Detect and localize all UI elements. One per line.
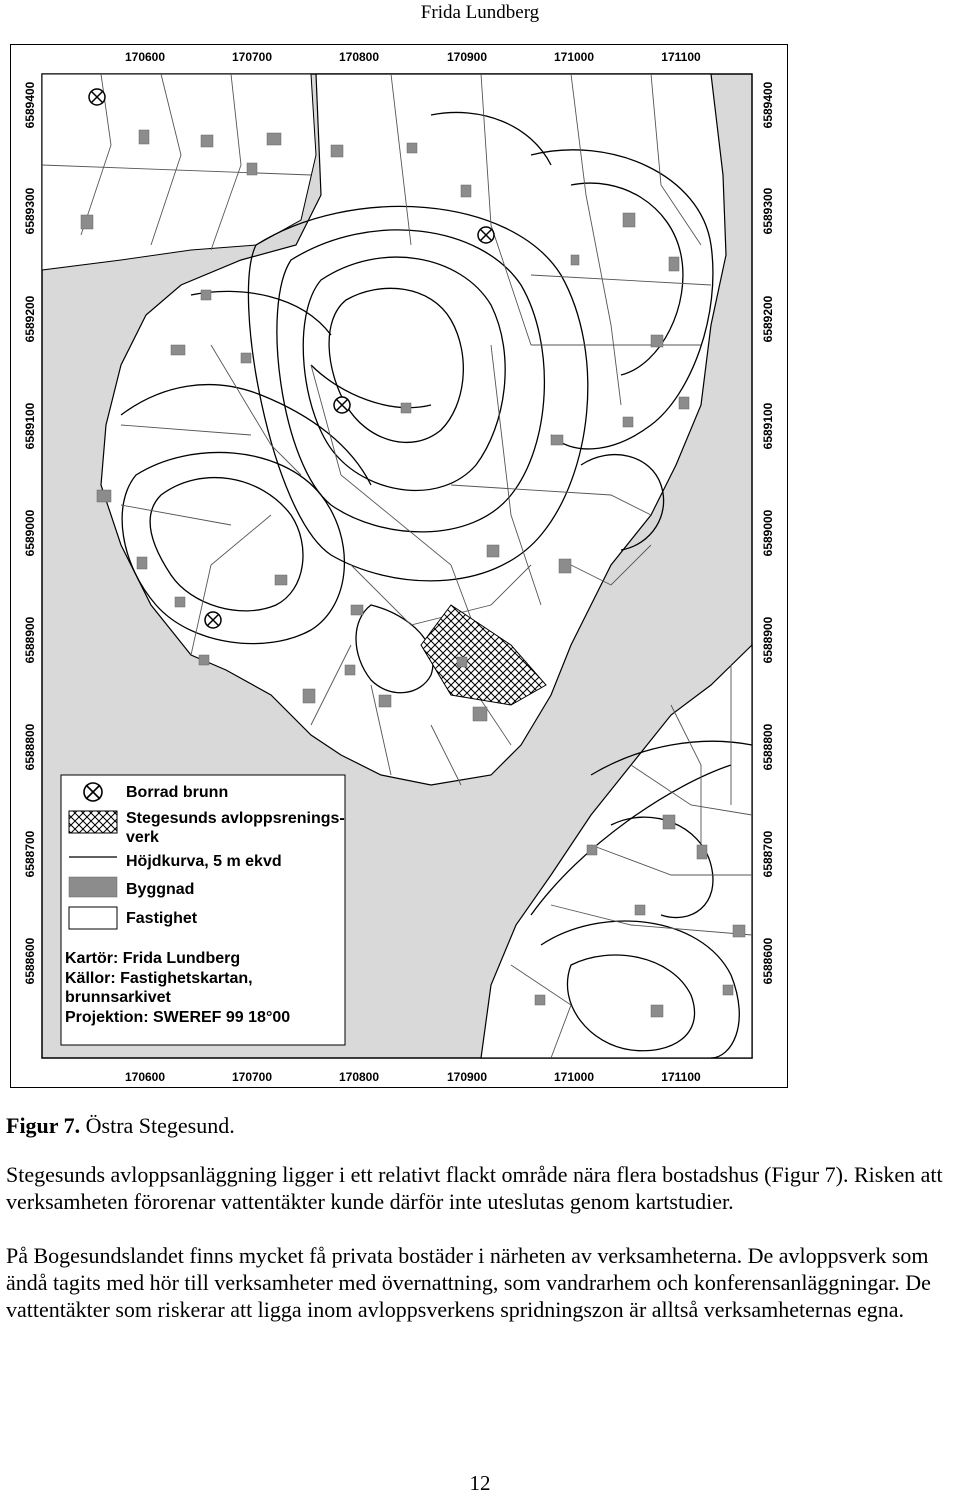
caption-label: Figur 7.: [6, 1113, 81, 1138]
building: [351, 605, 363, 615]
building: [623, 417, 633, 427]
building: [651, 1005, 663, 1017]
well-icon: [478, 227, 494, 243]
x-tick: 170600: [124, 50, 166, 64]
x-axis-bottom: [125, 1070, 701, 1084]
building: [551, 435, 563, 445]
y-tick: 6588700: [23, 830, 37, 878]
building: [587, 845, 597, 855]
building: [571, 255, 579, 265]
y-tick: 6589400: [23, 81, 37, 129]
property-symbol-icon: [69, 907, 117, 929]
building: [669, 257, 679, 271]
building: [559, 559, 571, 573]
building: [407, 143, 417, 153]
building: [679, 397, 689, 409]
building: [201, 135, 213, 147]
building-symbol-icon: [69, 877, 117, 897]
y-axis-right: [761, 81, 775, 984]
well-icon: [89, 89, 105, 105]
building: [457, 657, 467, 667]
y-tick: 6589200: [761, 295, 775, 343]
building: [535, 995, 545, 1005]
building: [733, 925, 745, 937]
x-axis-top: [125, 50, 701, 64]
map-figure: [10, 44, 788, 1088]
x-tick: 171100: [661, 1070, 701, 1084]
y-tick: 6588800: [23, 723, 37, 771]
building: [97, 490, 111, 502]
building: [303, 689, 315, 703]
legend-label: Höjdkurva, 5 m ekvd: [126, 853, 282, 870]
y-tick: 6588900: [761, 616, 775, 664]
y-tick: 6589000: [761, 509, 775, 557]
building: [345, 665, 355, 675]
x-tick: 170900: [446, 1070, 488, 1084]
well-icon: [205, 612, 221, 628]
x-tick: 171000: [553, 1070, 595, 1084]
building: [723, 985, 733, 995]
building: [175, 597, 185, 607]
legend-label: verk: [126, 829, 159, 846]
map-legend: [61, 775, 345, 1045]
y-tick: 6588700: [761, 830, 775, 878]
page-number: 12: [469, 1471, 491, 1495]
x-tick: 170600: [124, 1070, 166, 1084]
building: [697, 845, 707, 859]
y-tick: 6589100: [23, 402, 37, 450]
well-icon: [334, 397, 350, 413]
building: [623, 213, 635, 227]
building: [241, 353, 251, 363]
y-tick: 6588800: [761, 723, 775, 771]
building: [331, 145, 343, 157]
x-tick: 170900: [446, 50, 488, 64]
building: [663, 815, 675, 829]
building: [267, 133, 281, 145]
building: [487, 545, 499, 557]
paragraph: Stegesunds avloppsanläggning ligger i ett relativt flackt område nära flera bostadshus (Figur 7). Risken att verksamheten förorenar vattentäkter kunde därför inte uteslutas genom kartstudier.: [6, 1162, 943, 1214]
x-tick: 171000: [553, 50, 595, 64]
building: [275, 575, 287, 585]
building: [139, 130, 149, 144]
paragraph: På Bogesundslandet finns mycket få privata bostäder i närheten av verksamheterna. De avloppsverk som ändå tagits med hör till verksamheter med övernattning, som vandrarhem och konferensanläggningar. De vattentäkter som riskerar att ligga inom avloppsverkens spridningszon är alltså verksamheternas egna.: [6, 1243, 931, 1322]
hatch-symbol-icon: [69, 811, 117, 833]
caption-text: Östra Stegesund.: [80, 1113, 235, 1138]
well-symbol-icon: [84, 783, 102, 801]
building: [137, 557, 147, 569]
legend-credit: brunnsarkivet: [65, 989, 171, 1006]
legend-label: Borrad brunn: [126, 784, 229, 801]
legend-label: Stegesunds avloppsrenings-: [126, 810, 345, 827]
y-tick: 6589400: [761, 81, 775, 129]
y-tick: 6589000: [23, 509, 37, 557]
running-header: Frida Lundberg: [420, 2, 540, 23]
legend-label: Fastighet: [126, 910, 198, 927]
x-tick: 170700: [231, 50, 273, 64]
building: [81, 215, 93, 229]
figure-caption: [6, 1113, 235, 1139]
building: [201, 290, 211, 300]
y-tick: 6589300: [761, 187, 775, 235]
y-tick: 6589100: [761, 402, 775, 450]
building: [379, 695, 391, 707]
building: [247, 163, 257, 175]
y-tick: 6589200: [23, 295, 37, 343]
building: [651, 335, 663, 347]
building: [199, 655, 209, 665]
building: [171, 345, 185, 355]
y-tick: 6588900: [23, 616, 37, 664]
x-tick: 171100: [661, 50, 701, 64]
building: [473, 707, 487, 721]
legend-credit: Källor: Fastighetskartan,: [65, 970, 253, 987]
x-tick: 170800: [338, 50, 380, 64]
legend-credit: Kartör: Frida Lundberg: [65, 950, 241, 967]
building: [635, 905, 645, 915]
y-axis-left: [23, 81, 37, 984]
building: [401, 403, 411, 413]
legend-credit: Projektion: SWEREF 99 18°00: [65, 1009, 291, 1026]
y-tick: 6589300: [23, 187, 37, 235]
y-tick: 6588600: [761, 937, 775, 985]
y-tick: 6588600: [23, 937, 37, 985]
x-tick: 170700: [231, 1070, 273, 1084]
legend-label: Byggnad: [126, 881, 195, 898]
x-tick: 170800: [338, 1070, 380, 1084]
building: [461, 185, 471, 197]
map-svg: [11, 45, 787, 1087]
